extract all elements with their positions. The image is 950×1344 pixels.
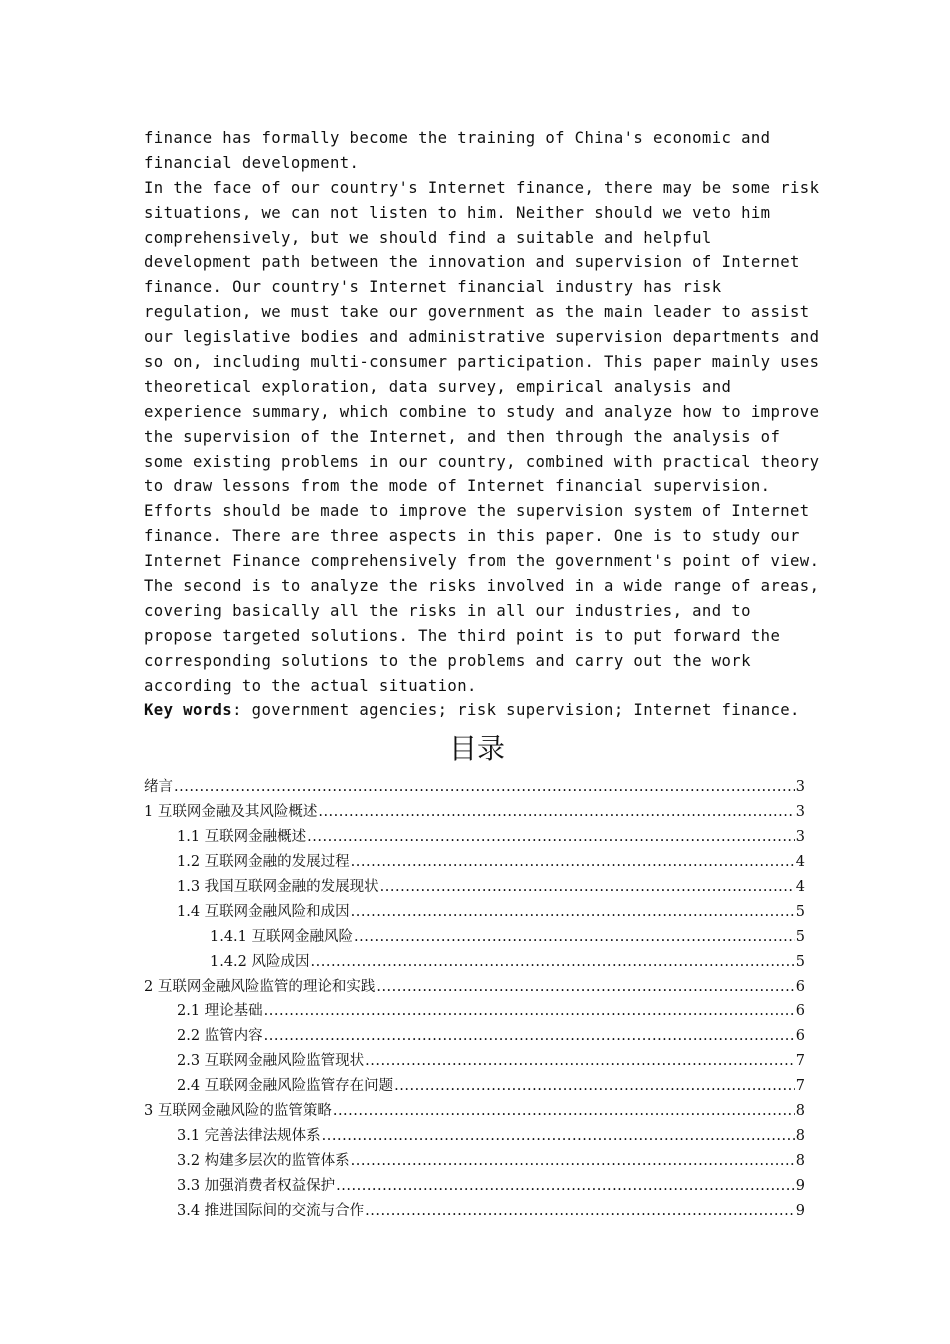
abstract-line: finance. There are three aspects in this paper. One is to study our [144,527,800,546]
toc-entry-title: 1.4.1 互联网金融风险 [210,928,354,945]
toc-dot-leader [333,1099,795,1124]
toc-dot-leader [376,975,794,1000]
abstract-line: covering basically all the risks in all our industries, and to [144,601,751,620]
toc-entry[interactable] [144,875,805,900]
toc-entry-page: 7 [795,1078,805,1095]
toc-entry[interactable] [144,1174,805,1199]
abstract-line: The second is to analyze the risks involved in a wide range of areas, [144,577,820,596]
toc-dot-leader [307,825,795,850]
toc-entry-page: 6 [795,978,805,995]
abstract-line: situations, we can not listen to him. Neither should we veto him [144,203,771,222]
toc-entry-title: 1.4 互联网金融风险和成因 [177,903,350,920]
toc-entry[interactable] [144,900,805,925]
toc-entry[interactable] [144,825,805,850]
toc-dot-leader [264,999,795,1024]
toc-entry-page: 6 [795,1028,805,1045]
toc-dot-leader [336,1174,795,1199]
toc-entry-title: 2.2 监管内容 [177,1028,263,1045]
toc-entry-page: 5 [795,953,805,970]
toc-dot-leader [365,1199,795,1224]
toc-entry[interactable] [144,925,805,950]
toc-entry-page: 6 [795,1003,805,1020]
abstract-line: regulation, we must take our government as the main leader to assist [144,303,810,322]
toc-dot-leader [318,800,794,825]
toc-dot-leader [322,1124,795,1149]
abstract-line: according to the actual situation. [144,676,477,695]
toc-entry[interactable] [144,1099,805,1124]
toc-entry-title: 3.3 加强消费者权益保护 [177,1177,336,1194]
toc-entry-page: 4 [795,878,805,895]
abstract-line: comprehensively, but we should find a suitable and helpful [144,228,712,247]
toc-entry[interactable] [144,975,805,1000]
abstract-line: finance has formally become the training of China's economic and [144,129,771,147]
toc-entry[interactable] [144,950,805,975]
abstract-line: In the face of our country's Internet finance, there may be some risk [144,178,820,197]
toc-entry-page: 8 [795,1127,805,1144]
keywords-line [144,698,810,723]
toc-dot-leader [380,875,795,900]
toc-entry-title: 3 互联网金融风险的监管策略 [144,1102,332,1119]
toc-dot-leader [351,900,795,925]
toc-entry-title: 1 互联网金融及其风险概述 [144,804,318,821]
toc-dot-leader [351,850,795,875]
toc-entry-title: 2.4 互联网金融风险监管存在问题 [177,1078,394,1095]
toc-entry-title: 绪言 [144,779,173,796]
toc-entry[interactable] [144,1024,805,1049]
toc-entry-title: 1.4.2 风险成因 [210,953,310,970]
abstract-line: propose targeted solutions. The third point is to put forward the [144,626,781,645]
toc-dot-leader [351,1149,795,1174]
keywords-text: : government agencies; risk supervision; Internet finance. [232,701,800,720]
abstract-line: so on, including multi-consumer participation. This paper mainly uses [144,353,820,372]
toc-entry[interactable] [144,1149,805,1174]
toc-entry-title: 1.3 我国互联网金融的发展现状 [177,878,379,895]
toc-dot-leader [394,1074,795,1099]
abstract-line: Efforts should be made to improve the supervision system of Internet [144,502,810,521]
abstract-body [144,126,820,698]
toc-title: 目录 [448,732,505,766]
abstract-line: financial development. [144,153,360,172]
toc-entry-title: 2.3 互联网金融风险监管现状 [177,1053,365,1070]
toc-entry-page: 3 [795,829,805,846]
toc-entry-page: 8 [795,1152,805,1169]
table-of-contents [144,775,805,1223]
toc-entry[interactable] [144,1199,805,1224]
toc-entry-page: 8 [795,1102,805,1119]
toc-entry[interactable] [144,1124,805,1149]
toc-entry-page: 3 [795,779,805,796]
toc-entry-page: 4 [795,854,805,871]
toc-entry-title: 3.2 构建多层次的监管体系 [177,1152,350,1169]
abstract-line: Internet Finance comprehensively from the government's point of view. [144,552,820,571]
toc-entry[interactable] [144,800,805,825]
toc-entry[interactable] [144,999,805,1024]
toc-entry-page: 9 [795,1202,805,1219]
abstract-line: experience summary, which combine to study and analyze how to improve [144,402,820,421]
abstract-line: finance. Our country's Internet financial industry has risk [144,278,722,297]
toc-entry[interactable] [144,850,805,875]
toc-entry[interactable] [144,1074,805,1099]
abstract-line: some existing problems in our country, combined with practical theory [144,452,820,471]
toc-entry-title: 3.1 完善法律法规体系 [177,1127,321,1144]
toc-entry-title: 3.4 推进国际间的交流与合作 [177,1202,365,1219]
toc-dot-leader [311,950,795,975]
abstract-line: our legislative bodies and administrative supervision departments and [144,328,820,347]
toc-entry-page: 5 [795,903,805,920]
toc-entry-page: 7 [795,1053,805,1070]
abstract-line: theoretical exploration, data survey, empirical analysis and [144,377,732,396]
toc-entry-title: 2.1 理论基础 [177,1003,263,1020]
keywords-label: Key words [144,701,233,720]
abstract-line: development path between the innovation and supervision of Internet [144,253,800,272]
toc-entry[interactable] [144,1049,805,1074]
toc-entry-page: 5 [795,928,805,945]
toc-dot-leader [264,1024,795,1049]
toc-entry-title: 1.2 互联网金融的发展过程 [177,854,350,871]
toc-entry-page: 3 [795,804,805,821]
toc-dot-leader [354,925,795,950]
abstract-line: corresponding solutions to the problems and carry out the work [144,651,751,670]
document-page [144,126,820,1223]
toc-entry-page: 9 [795,1177,805,1194]
toc-entry-title: 1.1 互联网金融概述 [177,829,307,846]
abstract-line: to draw lessons from the mode of Internet financial supervision. [144,477,771,496]
abstract-line: the supervision of the Internet, and then through the analysis of [144,427,781,446]
toc-entry[interactable] [144,775,805,800]
toc-entry-title: 2 互联网金融风险监管的理论和实践 [144,978,376,995]
toc-dot-leader [365,1049,795,1074]
toc-dot-leader [174,775,795,800]
